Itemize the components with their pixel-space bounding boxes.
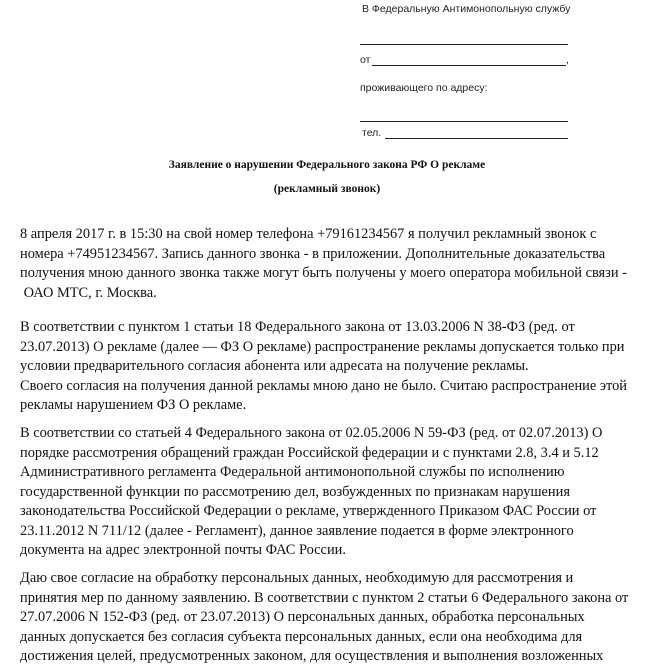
- paragraph-procedure: [20, 424, 650, 561]
- from-name-line: [372, 65, 566, 66]
- paragraph-line: государственной функции по рассмотрению дел, возбужденных по признакам нарушения: [20, 483, 570, 500]
- address-label: проживающего по адресу:: [360, 82, 488, 94]
- phone-label: тел.: [362, 127, 382, 139]
- paragraph-line: рекламы нарушением ФЗ О рекламе.: [20, 397, 247, 413]
- paragraph-line: Административного регламента Федеральной антимонопольной службы по исполнению: [20, 464, 565, 480]
- paragraph-line: ОАО МТС, г. Москва.: [20, 284, 157, 301]
- phone-line: [385, 138, 568, 139]
- paragraph-line: Даю свое согласие на обработку персональных данных, необходимую для рассмотрения и: [20, 570, 574, 586]
- document-title: [0, 153, 654, 201]
- paragraph-line: номера +74951234567. Запись данного звонка - в приложении. Дополнительные доказательства: [20, 245, 606, 262]
- paragraph-line: 23.07.2013) О рекламе (далее — ФЗ О рекламе) распространение рекламы допускается только при: [20, 338, 625, 355]
- addressee-text: В Федеральную Антимонопольную службу: [362, 3, 571, 15]
- title-line-1: Заявление о нарушении Федерального закона РФ О рекламе: [168, 159, 486, 171]
- paragraph-line: условии предварительного согласия абонента или адресата на получение рекламы.: [20, 358, 529, 374]
- from-label: от: [360, 54, 371, 66]
- address-line: [360, 121, 568, 122]
- paragraph-line: документа на адрес электронной почты ФАС России.: [20, 542, 346, 558]
- paragraph-line: Своего согласия на получения данной рекламы мною дано не было. Считаю распространение этой: [20, 377, 628, 394]
- paragraph-line: принятия мер по данному заявлению. В соответствии с пунктом 2 статьи 6 Федерального закона от: [20, 589, 629, 606]
- paragraph-call-details: [20, 225, 650, 303]
- paragraph-line: 27.07.2006 N 152-ФЗ (ред. от 23.07.2013) О персональных данных, обработка персональных: [20, 609, 585, 625]
- paragraph-line: 23.11.2012 N 711/12 (далее - Регламент), данное заявление подается в форме электронного: [20, 522, 574, 539]
- paragraph-line: получения мною данного звонка также могут быть получены у моего оператора мобильной связи -: [20, 265, 627, 281]
- title-line-2: (рекламный звонок): [273, 183, 381, 195]
- from-trailing-comma: ,: [566, 54, 569, 66]
- paragraph-line: достижения целей, предусмотренных законом, для осуществления и выполнения возложенных: [20, 648, 604, 664]
- paragraph-line: 8 апреля 2017 г. в 15:30 на свой номер телефона +79161234567 я получил рекламный звонок с: [20, 226, 597, 242]
- paragraph-line: данных допускается без согласия субъекта персональных данных, если она необходима для: [20, 628, 583, 645]
- paragraph-line: порядке рассмотрения обращений граждан Российской федерации и с пунктами 2.8, 3.4 и 5.12: [20, 444, 599, 461]
- paragraph-advertising-law: [20, 318, 650, 416]
- paragraph-line: В соответствии с пунктом 1 статьи 18 Федерального закона от 13.03.2006 N 38-ФЗ (ред. от: [20, 319, 575, 335]
- recipient-name-line: [360, 44, 568, 45]
- paragraph-personal-data-consent: [20, 569, 650, 667]
- paragraph-line: В соответствии со статьей 4 Федерального закона от 02.05.2006 N 59-ФЗ (ред. от 02.07.2013) О: [20, 425, 603, 441]
- paragraph-line: законодательства Российской Федерации о рекламе, утвержденного Приказом ФАС России от: [20, 503, 597, 519]
